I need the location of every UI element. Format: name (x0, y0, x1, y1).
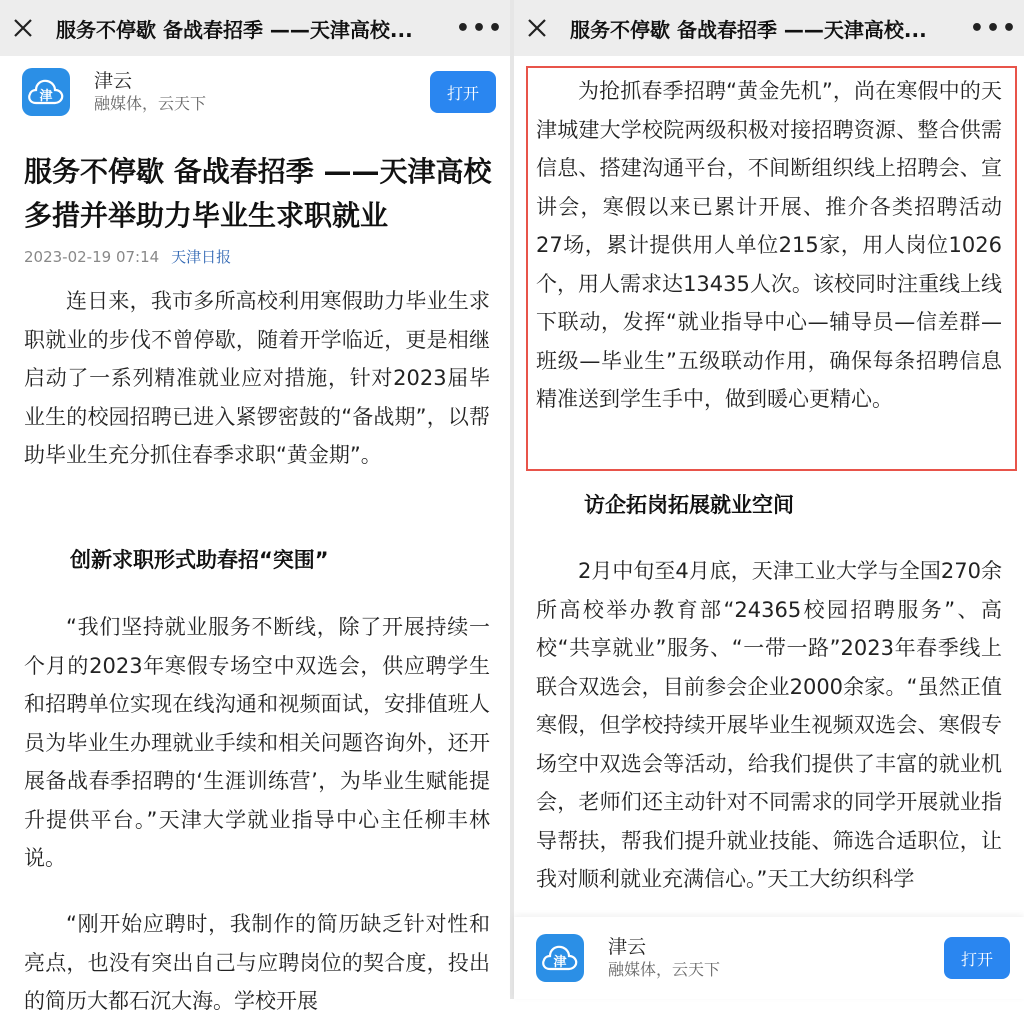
app-promo-bar (514, 922, 1024, 994)
close-icon[interactable] (514, 0, 560, 56)
page-title: 服务不停歇 备战春招季 ——天津高校... (56, 17, 413, 42)
cloud-logo-icon (536, 934, 584, 982)
bottom-app-bar (514, 917, 1024, 999)
svg-text:津: 津 (39, 89, 53, 104)
article-paragraph: 连日来，我市多所高校利用寒假助力毕业生求职就业的步伐不曾停歇，随着开学临近，更是相继启动了一系列精准就业应对措施，针对2023届毕业生的校园招聘已进入紧锣密鼓的“备战期”，以帮助毕业生充分抓住春季求职“黄金期”。 (24, 289, 490, 467)
article-title: 服务不停歇 备战春招季 ——天津高校多措并举助力毕业生求职就业 (24, 155, 492, 232)
top-navigation-bar (0, 0, 510, 56)
svg-text:津: 津 (553, 955, 567, 970)
top-navigation-bar (514, 0, 1024, 56)
section-subheading: 访企拓岗拓展就业空间 (584, 493, 794, 517)
left-screen (0, 0, 510, 1013)
article-paragraph: 2月中旬至4月底，天津工业大学与全国270余所高校举办教育部“24365校园招聘服务”、高校“共享就业”服务、“一带一路”2023年春季线上联合双选会，目前参会企业2000余家。“虽然正值寒假，但学校持续开展毕业生视频双选会、寒假专场空中双选会等活动，给我们提供了丰富的就业机会，老师们还主动针对不同需求的同学开展就业指导帮扶，帮我们提升就业技能、筛选合适职位，让我对顺利就业充满信心。”天工大纺织科学 (536, 559, 1002, 891)
open-app-button[interactable]: 打开 (430, 71, 496, 113)
section-subheading: 创新求职形式助春招“突围” (70, 548, 329, 572)
page-title: 服务不停歇 备战春招季 ——天津高校... (570, 17, 927, 42)
app-name: 津云 (94, 70, 133, 92)
article-meta (24, 246, 231, 267)
cloud-logo-icon (22, 68, 70, 116)
publish-date: 2023-02-19 07:14 (24, 248, 160, 266)
source-link[interactable]: 天津日报 (171, 248, 232, 266)
open-app-button[interactable]: 打开 (944, 937, 1010, 979)
more-options-icon[interactable]: ••• (455, 15, 505, 41)
right-screen (514, 0, 1024, 999)
close-icon[interactable] (0, 0, 46, 56)
article-paragraph: “刚开始应聘时，我制作的简历缺乏针对性和亮点，也没有突出自己与应聘岗位的契合度，投出的简历大都石沉大海。学校开展 (24, 912, 490, 1013)
app-tagline: 融媒体，云天下 (94, 94, 207, 113)
more-options-icon[interactable]: ••• (969, 15, 1019, 41)
app-promo-bar (0, 56, 510, 128)
highlighted-paragraph: 为抢抓春季招聘“黄金先机”，尚在寒假中的天津城建大学校院两级积极对接招聘资源、整合供需信息、搭建沟通平台，不间断组织线上招聘会、宣讲会，寒假以来已累计开展、推介各类招聘活动27场，累计提供用人单位215家，用人岗位1026个，用人需求达13435人次。该校同时注重线上线下联动，发挥“就业指导中心—辅导员—信差群—班级—毕业生”五级联动作用，确保每条招聘信息精准送到学生手中，做到暖心更精心。 (536, 79, 1002, 411)
app-tagline: 融媒体，云天下 (608, 960, 721, 979)
app-name: 津云 (608, 936, 647, 958)
article-paragraph: “我们坚持就业服务不断线，除了开展持续一个月的2023年寒假专场空中双选会，供应聘学生和招聘单位实现在线沟通和视频面试，安排值班人员为毕业生办理就业手续和相关问题咨询外，还开展备战春季招聘的‘生涯训练营’，为毕业生赋能提升提供平台。”天津大学就业指导中心主任柳丰林说。 (24, 615, 490, 870)
